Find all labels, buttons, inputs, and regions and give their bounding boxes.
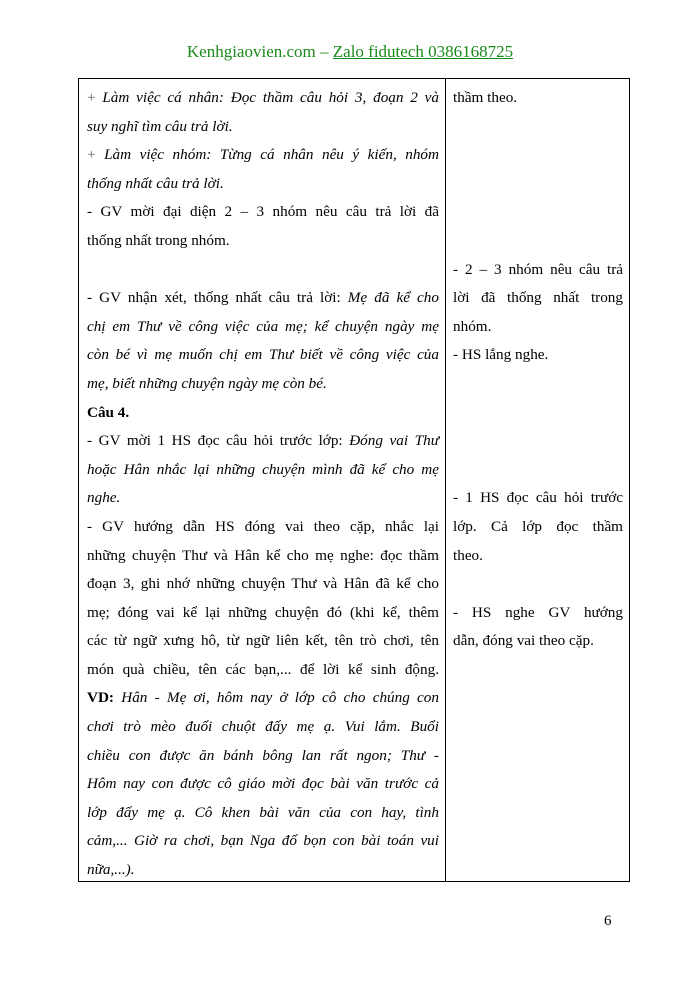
left-line	[87, 599, 439, 628]
left-line-prefix: +	[87, 89, 103, 106]
right-line	[453, 141, 623, 170]
left-line-text: cảm,... Giờ ra chơi, bạn Nga đố bọn con bài toán vui	[87, 832, 439, 850]
right-line	[453, 427, 623, 456]
left-line-text: - GV mời đại diện 2 – 3 nhóm nêu câu trả lời đã	[87, 203, 439, 221]
left-line-text: chị em Thư về công việc của mẹ; kể chuyện ngày mẹ	[87, 317, 439, 335]
left-line-text: chiều con được ăn bánh bông lan rất ngon; Thư -	[87, 746, 439, 764]
right-line	[453, 256, 623, 285]
right-line-text: lời đã thống nhất trong	[453, 289, 623, 307]
right-line-text: - 2 – 3 nhóm nêu câu trả	[453, 260, 623, 278]
left-line	[87, 256, 439, 285]
page-header	[0, 42, 700, 62]
left-line	[87, 827, 439, 856]
right-line	[453, 284, 623, 313]
right-line-text: - HS nghe GV hướng	[453, 603, 623, 621]
left-line	[87, 170, 439, 199]
right-line	[453, 542, 623, 571]
right-line	[453, 399, 623, 428]
left-line	[87, 770, 439, 799]
right-line	[453, 570, 623, 599]
left-line-text: Làm việc cá nhân: Đọc thầm câu hỏi 3, đoạn 2 và	[102, 89, 439, 106]
left-line	[87, 113, 439, 142]
left-line-text: Hân - Mẹ ơi, hôm nay ở lớp cô cho chúng con	[121, 689, 439, 707]
left-line-text: các từ ngữ xưng hô, từ ngữ liên kết, tên trò chơi, tên	[87, 632, 439, 650]
site-name: Kenhgiaovien.com	[186, 42, 316, 61]
left-line	[87, 141, 439, 170]
right-line-text: dẫn, đóng vai theo cặp.	[453, 632, 594, 650]
right-line-text: nhóm.	[453, 317, 492, 335]
left-line	[87, 370, 439, 399]
left-line	[87, 856, 439, 885]
right-line	[453, 484, 623, 513]
right-line	[453, 113, 623, 142]
left-line-text: thống nhất câu trả lời.	[87, 174, 224, 192]
left-line	[87, 84, 439, 113]
left-line	[87, 799, 439, 828]
right-line	[453, 599, 623, 628]
left-line	[87, 284, 439, 313]
left-line	[87, 713, 439, 742]
right-line	[453, 170, 623, 199]
left-line-text: suy nghĩ tìm câu trả lời.	[87, 117, 233, 135]
right-line	[453, 84, 623, 113]
right-line	[453, 513, 623, 542]
left-line-text: hoặc Hân nhắc lại những chuyện mình đã kể cho mẹ	[87, 460, 439, 478]
contact-link[interactable]: Zalo fidutech 0386168725	[332, 42, 514, 61]
right-line-text: - 1 HS đọc câu hỏi trước	[453, 489, 623, 507]
left-line-text: lớp đấy mẹ ạ. Cô khen bài văn của con hay, tình	[87, 803, 439, 821]
left-line-text: nghe.	[87, 489, 121, 507]
right-line-text: - HS lắng nghe.	[453, 346, 549, 364]
left-line	[87, 656, 439, 685]
left-line-text: Đóng vai Thư	[349, 432, 439, 450]
left-line	[87, 570, 439, 599]
lesson-table	[78, 78, 630, 882]
left-line-prefix: VD:	[87, 689, 122, 707]
left-line-text: món quà chiều, tên các bạn,... để lời kể sinh động.	[87, 660, 439, 678]
right-line	[453, 456, 623, 485]
left-line	[87, 484, 439, 513]
right-line-text: thầm theo.	[453, 89, 518, 106]
left-line-text: Câu 4.	[87, 403, 130, 421]
right-line	[453, 370, 623, 399]
left-line	[87, 742, 439, 771]
right-line-text: theo.	[453, 546, 483, 564]
left-line-prefix: - GV nhận xét, thống nhất câu trả lời:	[87, 289, 348, 307]
left-line	[87, 227, 439, 256]
left-line-text: mẹ, biết những chuyện ngày mẹ còn bé.	[87, 374, 327, 392]
right-line	[453, 227, 623, 256]
left-line	[87, 427, 439, 456]
left-line-prefix: - GV mời 1 HS đọc câu hỏi trước lớp:	[87, 432, 350, 450]
right-line	[453, 313, 623, 342]
right-line	[453, 341, 623, 370]
left-line	[87, 198, 439, 227]
page-number: 6	[604, 913, 612, 929]
left-line	[87, 399, 439, 428]
left-line-text: Mẹ đã kể cho	[347, 289, 439, 307]
left-line-text: những chuyện Thư và Hân kể cho mẹ nghe: đọc thầm	[87, 546, 439, 564]
left-line	[87, 513, 439, 542]
left-line-text: thống nhất trong nhóm.	[87, 231, 230, 249]
column-divider	[445, 79, 446, 881]
left-line-text: đoạn 3, ghi nhớ những chuyện Thư và Hân đã kể cho	[87, 575, 439, 593]
left-line	[87, 313, 439, 342]
left-line-text: còn bé vì mẹ muốn chị em Thư biết về công việc của	[87, 346, 439, 364]
left-line	[87, 627, 439, 656]
left-line-text: Làm việc nhóm: Từng cá nhân nêu ý kiến, nhóm	[104, 146, 439, 164]
left-line	[87, 684, 439, 713]
left-line-text: nữa,...).	[87, 861, 135, 879]
left-line	[87, 456, 439, 485]
left-line	[87, 341, 439, 370]
header-separator: –	[320, 42, 329, 61]
right-line	[453, 198, 623, 227]
left-line-prefix: +	[87, 146, 105, 164]
left-line-text: mẹ; đóng vai kể lại những chuyện đó (khi kể, thêm	[87, 603, 439, 621]
right-line-text: lớp. Cả lớp đọc thầm	[453, 517, 623, 535]
left-line-text: Hôm nay con được cô giáo mời đọc bài văn trước cả	[87, 775, 439, 793]
student-activities-column	[453, 84, 623, 656]
left-line	[87, 542, 439, 571]
teacher-activities-column	[87, 84, 439, 885]
right-line	[453, 627, 623, 656]
left-line-text: - GV hướng dẫn HS đóng vai theo cặp, nhắc lại	[87, 517, 439, 535]
left-line-text: chơi trò mèo đuổi chuột đấy mẹ ạ. Vui lắm. Buổi	[87, 718, 439, 736]
